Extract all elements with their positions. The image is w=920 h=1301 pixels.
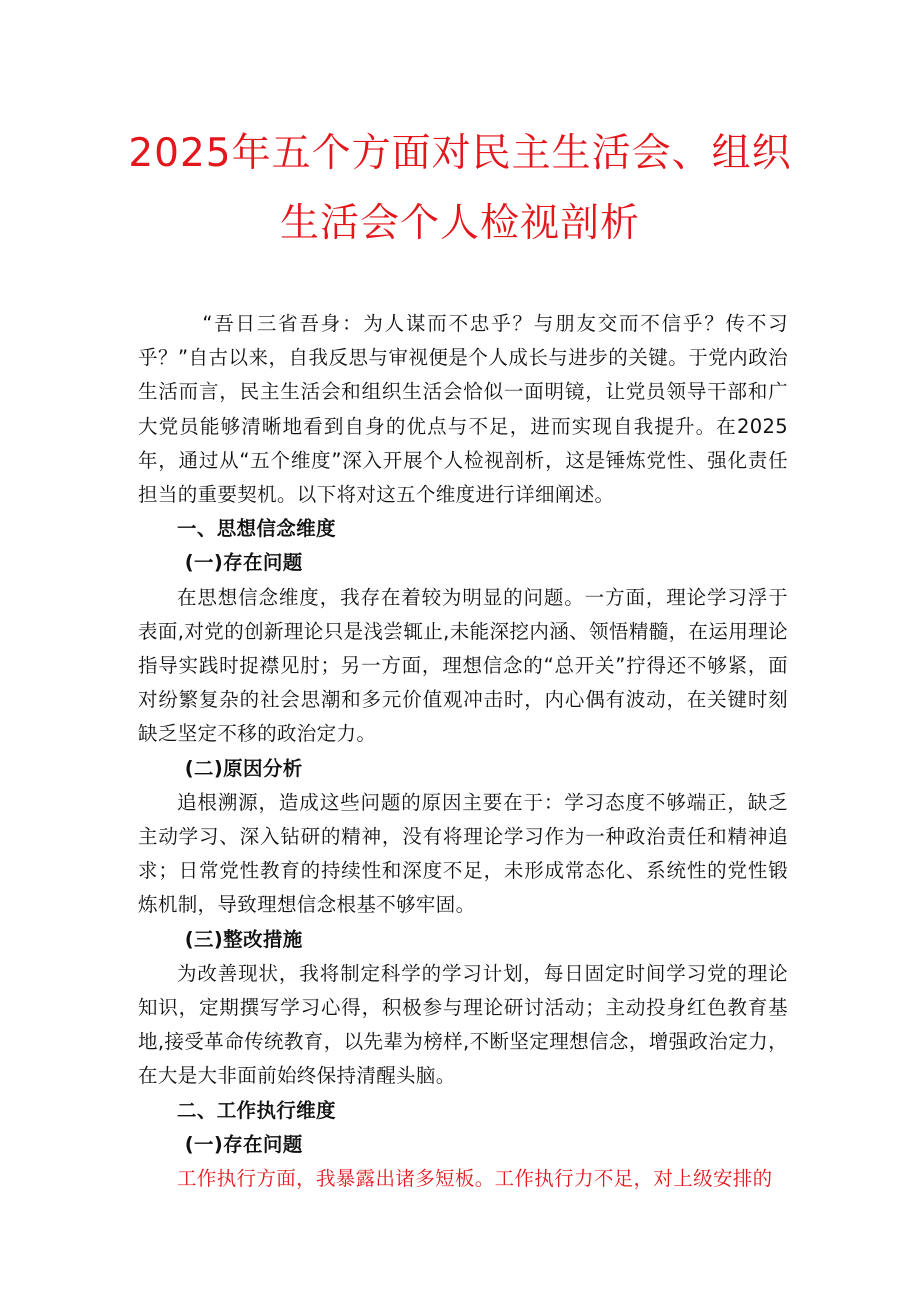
section-2-heading: 二、工作执行维度 bbox=[177, 1098, 336, 1122]
section-1-sub-3-heading: (三)整改措施 bbox=[184, 927, 303, 951]
document-title-line-2: 生活会个人检视剖析 bbox=[279, 201, 640, 246]
section-2-sub-1-paragraph: 工作执行方面，我暴露出诸多短板。工作执行力不足，对上级安排的 bbox=[177, 1167, 773, 1191]
document-title-line-1: 2025年五个方面对民主生活会、组织 bbox=[128, 131, 792, 176]
document-body bbox=[138, 307, 788, 1196]
section-1-sub-2-heading: (二)原因分析 bbox=[184, 756, 303, 780]
section-1-sub-3-paragraph: 为改善现状，我将制定科学的学习计划，每日固定时间学习党的理论知识，定期撰写学习心得，积极参与理论研讨活动；主动投身红色教育基地,接受革命传统教育，以先辈为榜样,不断坚定理想信念，增强政治定力，在大是大非面前始终保持清醒头脑。 bbox=[138, 961, 788, 1088]
section-1-sub-1-heading: (一)存在问题 bbox=[184, 551, 303, 575]
intro-paragraph: “吾日三省吾身：为人谋而不忠乎？与朋友交而不信乎？传不习乎？”自古以来，自我反思与审视便是个人成长与进步的关键。于党内政治生活而言，民主生活会和组织生活会恰似一面明镜，让党员领导干部和广大党员能够清晰地看到自身的优点与不足，进而实现自我提升。在2025年，通过从“五个维度”深入开展个人检视剖析，这是锤炼党性、强化责任担当的重要契机。以下将对这五个维度进行详细阐述。 bbox=[138, 312, 788, 507]
section-1-heading: 一、思想信念维度 bbox=[177, 517, 336, 541]
section-2-sub-1-heading: (一)存在问题 bbox=[184, 1132, 303, 1156]
section-1-sub-2-paragraph: 追根溯源，造成这些问题的原因主要在于：学习态度不够端正，缺乏主动学习、深入钻研的精神，没有将理论学习作为一种政治责任和精神追求；日常党性教育的持续性和深度不足，未形成常态化、系统性的党性锻炼机制，导致理想信念根基不够牢固。 bbox=[138, 790, 788, 917]
section-1-sub-1-paragraph: 在思想信念维度，我存在着较为明显的问题。一方面，理论学习浮于表面,对党的创新理论只是浅尝辄止,未能深挖内涵、领悟精髓，在运用理论指导实践时捉襟见肘；另一方面，理想信念的“总开关”拧得还不够紧，面对纷繁复杂的社会思潮和多元价值观冲击时，内心偶有波动，在关键时刻缺乏坚定不移的政治定力。 bbox=[138, 585, 788, 746]
